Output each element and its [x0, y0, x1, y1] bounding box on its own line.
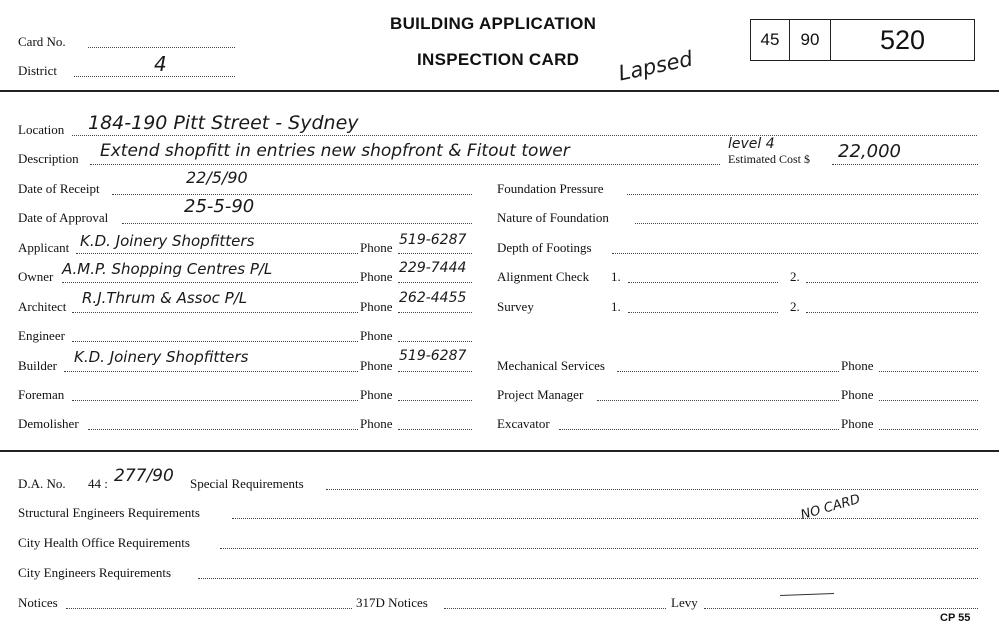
- structural-eng-line: [232, 518, 978, 519]
- form-code: CP 55: [940, 612, 971, 624]
- date-approval-value: 25-5-90: [184, 196, 255, 217]
- card-no-line: [88, 47, 235, 48]
- engineer-phone-label: Phone: [360, 328, 393, 343]
- alignment-one-line: [628, 282, 778, 283]
- special-requirements-label: Special Requirements: [190, 476, 304, 491]
- da-no-label: D.A. No.: [18, 476, 66, 491]
- health-office-label: City Health Office Requirements: [18, 535, 190, 550]
- date-approval-label: Date of Approval: [18, 210, 109, 225]
- mechanical-services-label: Mechanical Services: [497, 358, 605, 373]
- alignment-two-label: 2.: [790, 269, 800, 284]
- notices-label: Notices: [18, 595, 58, 610]
- nature-foundation-label: Nature of Foundation: [497, 210, 609, 225]
- mechanical-services-line: [617, 371, 839, 372]
- alignment-two-line: [806, 282, 978, 283]
- demolisher-label: Demolisher: [18, 416, 79, 431]
- code-boxes: [750, 19, 975, 61]
- owner-phone-value: 229-7444: [399, 260, 467, 276]
- architect-line: [72, 312, 358, 313]
- survey-one-label: 1.: [611, 299, 621, 314]
- code-box-2: 90: [790, 20, 831, 60]
- structural-eng-label: Structural Engineers Requirements: [18, 505, 200, 520]
- mechanical-phone-label: Phone: [841, 358, 874, 373]
- owner-label: Owner: [18, 269, 54, 284]
- section-divider: [0, 450, 999, 452]
- no-card-note: NO CARD: [799, 491, 862, 524]
- description-label: Description: [18, 151, 79, 166]
- alignment-one-label: 1.: [611, 269, 621, 284]
- builder-phone-line: [398, 371, 472, 372]
- levy-dash-mark: [780, 593, 834, 596]
- district-line: [74, 76, 235, 77]
- lapsed-stamp: Lapsed: [616, 46, 695, 86]
- project-manager-phone-line: [879, 400, 978, 401]
- foreman-label: Foreman: [18, 387, 65, 402]
- city-engineers-line: [198, 578, 978, 579]
- architect-phone-value: 262-4455: [399, 290, 467, 306]
- levy-line: [704, 608, 978, 609]
- location-line: [72, 135, 977, 136]
- owner-phone-line: [398, 282, 472, 283]
- architect-label: Architect: [18, 299, 67, 314]
- builder-line: [64, 371, 358, 372]
- levy-label: Levy: [671, 595, 698, 610]
- engineer-phone-line: [398, 341, 472, 342]
- da-no-value: 277/90: [114, 466, 174, 486]
- owner-value: A.M.P. Shopping Centres P/L: [62, 260, 273, 278]
- builder-phone-value: 519-6287: [399, 348, 467, 364]
- applicant-phone-label: Phone: [360, 240, 393, 255]
- foreman-phone-line: [398, 400, 472, 401]
- code-box-1: 45: [751, 20, 790, 60]
- notices-317d-line: [444, 608, 666, 609]
- description-value: Extend shopfitt in entries new shopfront & Fitout tower: [100, 141, 570, 161]
- excavator-phone-line: [879, 429, 978, 430]
- location-value: 184-190 Pitt Street - Sydney: [88, 112, 359, 134]
- owner-line: [62, 282, 358, 283]
- applicant-line: [76, 253, 358, 254]
- city-engineers-label: City Engineers Requirements: [18, 565, 172, 580]
- alignment-check-label: Alignment Check: [497, 269, 590, 284]
- notices-317d-label: 317D Notices: [356, 595, 428, 610]
- date-approval-line: [122, 223, 472, 224]
- foreman-line: [72, 400, 358, 401]
- applicant-phone-value: 519-6287: [399, 232, 467, 248]
- location-label: Location: [18, 122, 65, 137]
- architect-value: R.J.Thrum & Assoc P/L: [82, 289, 248, 307]
- demolisher-line: [88, 429, 358, 430]
- demolisher-phone-label: Phone: [360, 416, 393, 431]
- estimated-cost-label: Estimated Cost $: [728, 152, 810, 166]
- header-divider: [0, 90, 999, 92]
- demolisher-phone-line: [398, 429, 472, 430]
- foundation-pressure-label: Foundation Pressure: [497, 181, 604, 196]
- date-receipt-line: [112, 194, 472, 195]
- health-office-line: [220, 548, 978, 549]
- foreman-phone-label: Phone: [360, 387, 393, 402]
- architect-phone-label: Phone: [360, 299, 393, 314]
- district-label: District: [18, 63, 57, 78]
- survey-two-line: [806, 312, 978, 313]
- notices-line: [66, 608, 352, 609]
- excavator-label: Excavator: [497, 416, 550, 431]
- card-no-label: Card No.: [18, 34, 66, 49]
- survey-one-line: [628, 312, 778, 313]
- project-manager-label: Project Manager: [497, 387, 584, 402]
- estimated-cost-line: [832, 164, 978, 165]
- depth-footings-label: Depth of Footings: [497, 240, 592, 255]
- excavator-line: [559, 429, 839, 430]
- depth-footings-line: [612, 253, 978, 254]
- mechanical-phone-line: [879, 371, 978, 372]
- builder-phone-label: Phone: [360, 358, 393, 373]
- title-line-2: INSPECTION CARD: [417, 50, 580, 69]
- date-receipt-label: Date of Receipt: [18, 181, 100, 196]
- architect-phone-line: [398, 312, 472, 313]
- description-line: [90, 164, 720, 165]
- applicant-label: Applicant: [18, 240, 70, 255]
- nature-foundation-line: [635, 223, 978, 224]
- engineer-line: [72, 341, 358, 342]
- applicant-value: K.D. Joinery Shopfitters: [80, 232, 255, 250]
- code-box-3: 520: [879, 24, 926, 55]
- applicant-phone-line: [398, 253, 472, 254]
- project-manager-line: [597, 400, 839, 401]
- owner-phone-label: Phone: [360, 269, 393, 284]
- estimated-cost-value: 22,000: [838, 141, 901, 162]
- project-manager-phone-label: Phone: [841, 387, 874, 402]
- date-receipt-value: 22/5/90: [186, 168, 248, 187]
- special-requirements-line: [326, 489, 978, 490]
- district-value: 4: [154, 52, 167, 76]
- builder-value: K.D. Joinery Shopfitters: [74, 348, 249, 366]
- foundation-pressure-line: [627, 194, 978, 195]
- engineer-label: Engineer: [18, 328, 65, 343]
- excavator-phone-label: Phone: [841, 416, 874, 431]
- survey-label: Survey: [497, 299, 534, 314]
- description-note: level 4: [728, 136, 775, 152]
- builder-label: Builder: [18, 358, 57, 373]
- survey-two-label: 2.: [790, 299, 800, 314]
- title-line-1: BUILDING APPLICATION: [390, 14, 597, 33]
- da-no-prefix: 44 :: [88, 476, 108, 491]
